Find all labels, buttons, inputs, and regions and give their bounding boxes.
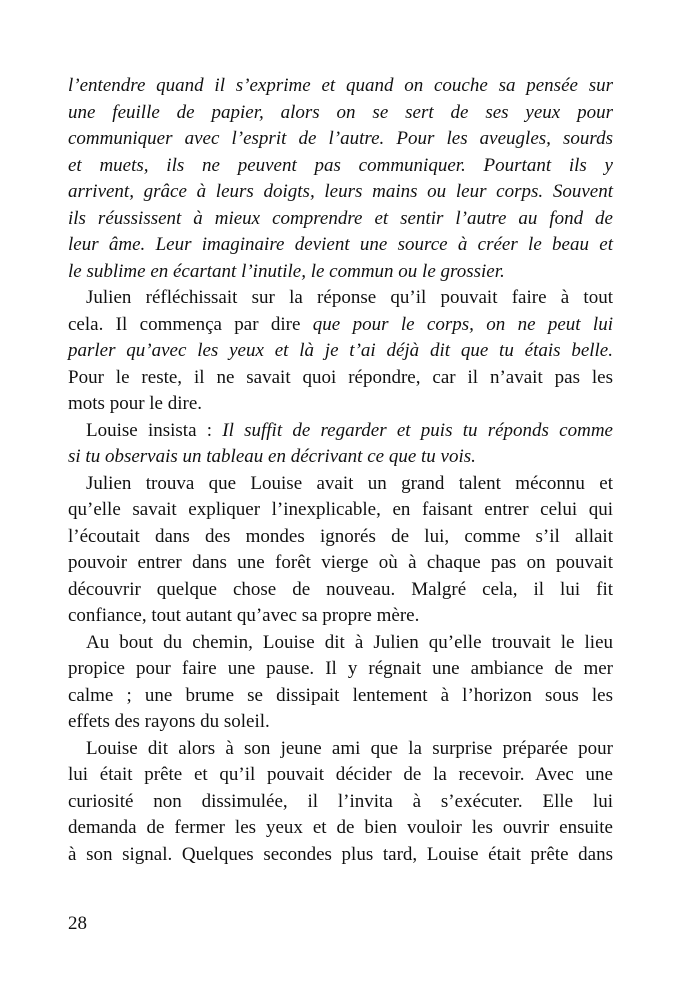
text-line [68, 762, 613, 789]
text-line [68, 391, 613, 418]
text-line [68, 153, 613, 180]
text: demanda de fermer les yeux et de bien vouloir les ouvrir ensuite [68, 817, 613, 838]
text: l’écoutait dans des mondes ignorés de lui, comme s’il allait [68, 525, 613, 547]
text: propice pour faire une pause. Il y régnait une ambiance de mer [68, 658, 613, 679]
text: Julien trouva que Louise avait un grand talent méconnu et [86, 472, 613, 494]
body-text [68, 73, 613, 868]
text-line [68, 789, 613, 816]
text-line [68, 656, 613, 683]
italic-text: que pour le corps, on ne peut lui [312, 313, 613, 335]
italic-text: une feuille de papier, alors on se sert de ses yeux pour [68, 101, 613, 123]
text-line [68, 630, 613, 657]
text-line [68, 285, 613, 312]
text: à son signal. Quelques secondes plus tard, Louise était prête dans [68, 843, 613, 865]
text: Louise dit alors à son jeune ami que la surprise préparée pour [86, 737, 613, 759]
text-line [68, 577, 613, 604]
italic-text: l’entendre quand il s’exprime et quand on couche sa pensée sur [68, 75, 613, 96]
text-line [68, 206, 613, 233]
text: confiance, tout autant qu’avec sa propre mère. [68, 605, 420, 626]
text: pouvoir entrer dans une forêt vierge où à chaque pas on pouvait [68, 552, 613, 573]
text: lui était prête et qu’il pouvait décider de la recevoir. Avec une [68, 764, 613, 785]
text: calme ; une brume se dissipait lentement à l’horizon sous les [68, 684, 613, 706]
text: cela. Il commença par dire [68, 313, 313, 335]
italic-text: et muets, ils ne peuvent pas communiquer. Pourtant ils y [68, 154, 613, 176]
text-line [68, 550, 613, 577]
text-line [68, 497, 613, 524]
text-line [68, 73, 613, 100]
text-line [68, 524, 613, 551]
text-line [68, 471, 613, 498]
text-line [68, 709, 613, 736]
italic-text: le sublime en écartant l’inutile, le commun ou le grossier. [68, 260, 505, 282]
text-line [68, 312, 613, 339]
text-line [68, 126, 613, 153]
text: curiosité non dissimulée, il l’invita à s’exécuter. Elle lui [68, 790, 613, 812]
text: Louise insista : [86, 419, 223, 441]
text: Au bout du chemin, Louise dit à Julien qu’elle trouvait le lieu [86, 631, 613, 653]
text-line [68, 259, 613, 286]
italic-text: communiquer avec l’esprit de l’autre. Pour les aveugles, sourds [68, 128, 613, 149]
text-line [68, 603, 613, 630]
text-line [68, 815, 613, 842]
text-line [68, 179, 613, 206]
text-line [68, 100, 613, 127]
text-line [68, 444, 613, 471]
text-line [68, 842, 613, 869]
text-line [68, 232, 613, 259]
text: Pour le reste, il ne savait quoi répondre, car il n’avait pas les [68, 366, 613, 388]
text-line [68, 736, 613, 763]
text: Julien réfléchissait sur la réponse qu’il pouvait faire à tout [86, 287, 613, 308]
italic-text: ils réussissent à mieux comprendre et sentir l’autre au fond de [68, 207, 613, 229]
text-line [68, 365, 613, 392]
text: mots pour le dire. [68, 393, 203, 414]
text-line [68, 683, 613, 710]
text-line [68, 338, 613, 365]
text-line [68, 418, 613, 445]
italic-text: leur âme. Leur imaginaire devient une source à créer le beau et [68, 234, 613, 255]
italic-text: arrivent, grâce à leurs doigts, leurs mains ou leur corps. Souvent [68, 181, 613, 202]
text: effets des rayons du soleil. [68, 711, 270, 732]
italic-text: Il suffit de regarder et puis tu réponds comme [222, 419, 613, 441]
page-number: 28 [68, 913, 87, 934]
text: qu’elle savait expliquer l’inexplicable, en faisant entrer celui qui [68, 499, 613, 520]
text: découvrir quelque chose de nouveau. Malgré cela, il lui fit [68, 578, 613, 600]
italic-text: parler qu’avec les yeux et là je t’ai déjà dit que tu étais belle. [68, 340, 613, 361]
italic-text: si tu observais un tableau en décrivant ce que tu vois. [68, 446, 476, 467]
